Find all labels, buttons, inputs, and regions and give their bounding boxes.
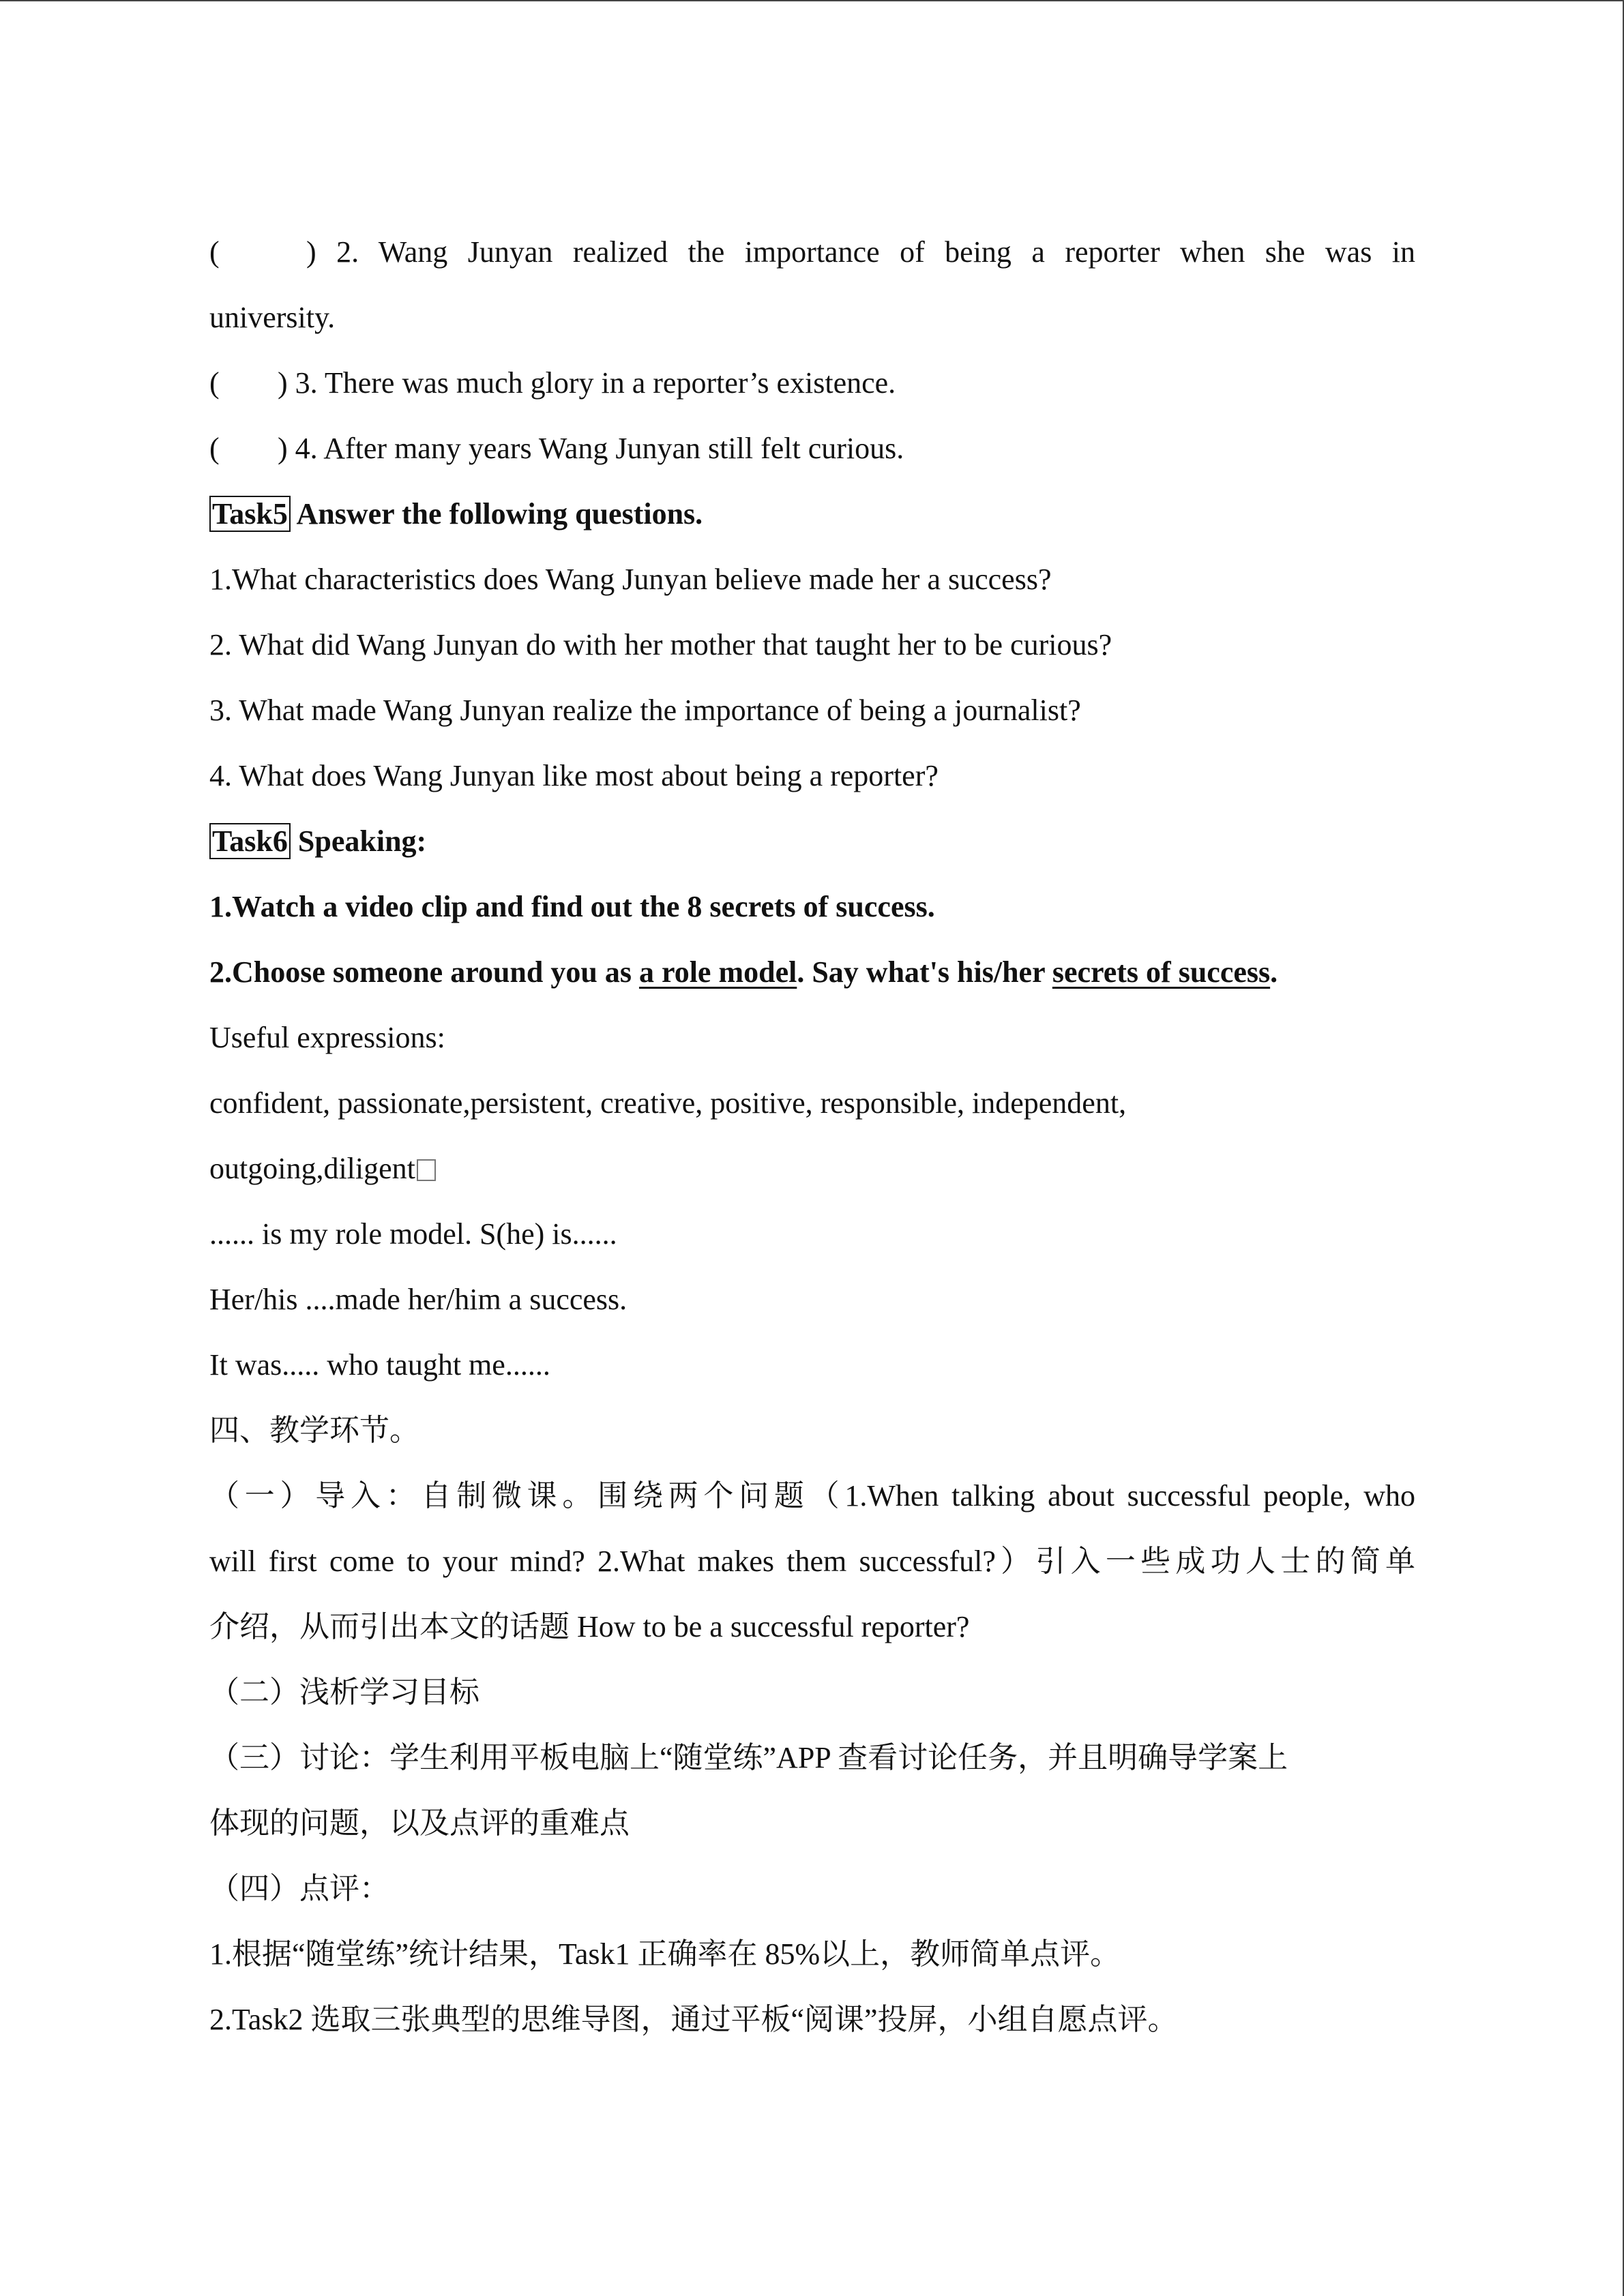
task6-item1: 1.Watch a video clip and find out the 8 secrets of success. bbox=[209, 890, 935, 923]
task6-item2-mid: . Say what's his/her bbox=[797, 955, 1052, 989]
review-item-2: 2.Task2 选取三张典型的思维导图，通过平板“阅课”投屏，小组自愿点评。 bbox=[209, 2003, 1178, 2036]
objectives-line: （二）浅析学习目标 bbox=[209, 1675, 479, 1709]
tf-q2-text-a: 2. Wang Junyan realized the importance of being a reporter when she was in bbox=[336, 235, 1415, 269]
review-heading: （四）点评： bbox=[209, 1872, 389, 1905]
tf-q3 bbox=[209, 364, 896, 402]
task6-heading bbox=[209, 822, 426, 861]
task6-item2-end: . bbox=[1270, 955, 1278, 989]
task5-question: 1.What characteristics does Wang Junyan believe made her a success? bbox=[209, 563, 1052, 596]
missing-glyph-box bbox=[417, 1159, 436, 1181]
useful-expressions-label: Useful expressions: bbox=[209, 1021, 445, 1054]
task5-title: Answer the following questions. bbox=[296, 497, 703, 531]
intro-line-c: 介绍，从而引出本文的话题 How to be a successful reporter? bbox=[209, 1610, 970, 1643]
task5-question: 3. What made Wang Junyan realize the importance of being a journalist? bbox=[209, 694, 1081, 727]
sentence-pattern-3: It was..... who taught me...... bbox=[209, 1348, 550, 1382]
secrets-underlined: secrets of success bbox=[1052, 955, 1271, 989]
section4-heading: 四、教学环节。 bbox=[209, 1414, 419, 1447]
adjectives-text-b: outgoing,diligent bbox=[209, 1152, 415, 1185]
intro-line-a: （一）导入：自制微课。围绕两个问题（1.When talking about successful people, who bbox=[209, 1479, 1415, 1512]
intro-line-b: will first come to your mind? 2.What makes them successful?）引入一些成功人士的简单 bbox=[209, 1545, 1415, 1578]
task5-heading bbox=[209, 495, 703, 533]
tf-q3-open-paren: ( bbox=[209, 366, 220, 400]
tf-q4-text: 4. After many years Wang Junyan still felt curious. bbox=[295, 432, 904, 465]
discussion-line-a: （三）讨论：学生利用平板电脑上“随堂练”APP 查看讨论任务，并且明确导学案上 bbox=[209, 1741, 1288, 1774]
tf-q3-text: 3. There was much glory in a reporter’s existence. bbox=[295, 366, 896, 400]
sentence-pattern-1: ...... is my role model. S(he) is...... bbox=[209, 1217, 617, 1251]
tf-q2-open-paren: ( bbox=[209, 235, 220, 269]
tf-q3-close-paren: ) bbox=[278, 366, 288, 400]
task6-item2 bbox=[209, 953, 1278, 992]
task5-question: 4. What does Wang Junyan like most about being a reporter? bbox=[209, 759, 939, 792]
tf-q2-close-paren: ) bbox=[306, 235, 316, 269]
task6-item2-pre: 2.Choose someone around you as bbox=[209, 955, 639, 989]
review-item-1: 1.根据“随堂练”统计结果，Task1 正确率在 85%以上，教师简单点评。 bbox=[209, 1937, 1121, 1971]
tf-q2-line1 bbox=[209, 233, 1415, 271]
tf-q2-text-b: university. bbox=[209, 301, 336, 334]
task5-label: Task5 bbox=[209, 496, 291, 532]
tf-q4 bbox=[209, 430, 904, 468]
tf-q4-open-paren: ( bbox=[209, 432, 220, 465]
adjectives-line-a: confident, passionate,persistent, creative, positive, responsible, independent, bbox=[209, 1086, 1127, 1120]
task6-title: Speaking: bbox=[297, 824, 427, 858]
tf-q4-close-paren: ) bbox=[278, 432, 288, 465]
discussion-line-b: 体现的问题，以及点评的重难点 bbox=[209, 1806, 630, 1840]
task6-label: Task6 bbox=[209, 823, 291, 859]
adjectives-line-b bbox=[209, 1150, 436, 1188]
role-model-underlined: a role model bbox=[638, 955, 797, 989]
task5-question: 2. What did Wang Junyan do with her mother that taught her to be curious? bbox=[209, 628, 1112, 661]
sentence-pattern-2: Her/his ....made her/him a success. bbox=[209, 1283, 628, 1316]
